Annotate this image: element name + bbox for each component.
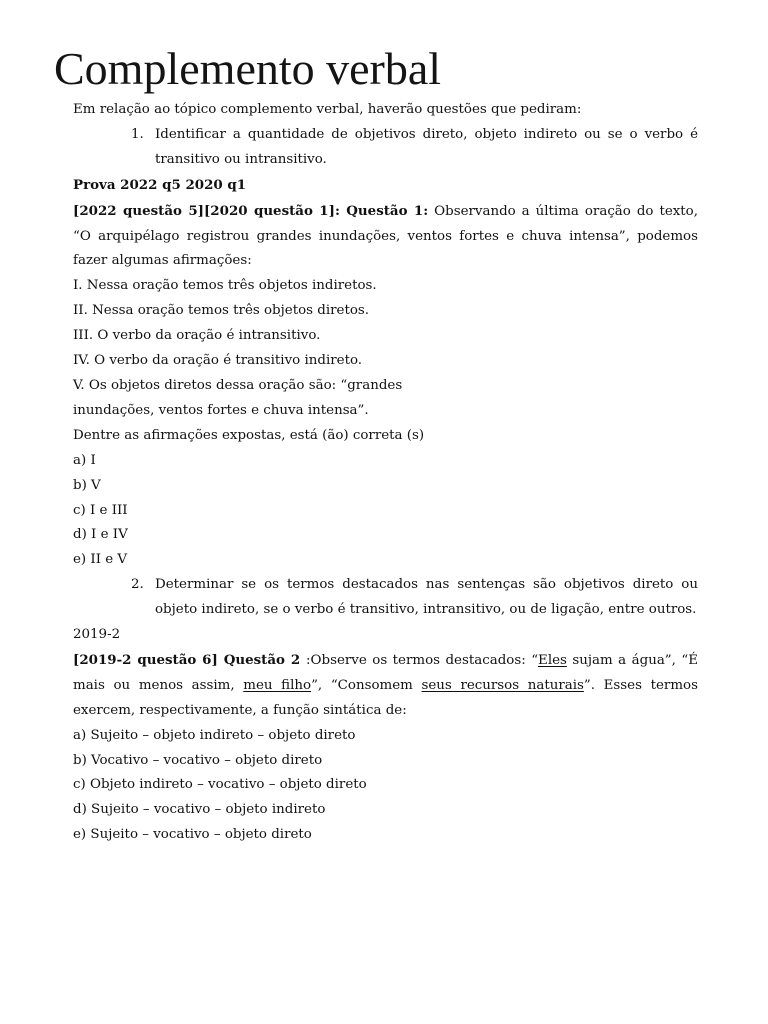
section-heading: 2019-2 — [73, 627, 121, 643]
question-1-stem — [73, 199, 698, 275]
list-number: 2. — [131, 577, 144, 593]
question-2-text: ”, “Consomem — [311, 677, 422, 693]
list-number: 1. — [131, 126, 144, 142]
question-1-label: [2022 questão 5][2020 questão 1]: Questão 1: — [73, 202, 429, 219]
highlighted-term: Eles — [538, 652, 567, 668]
answer-option: d) I e IV — [73, 527, 128, 543]
section-heading-text: Prova 2022 q5 2020 q1 — [73, 176, 247, 193]
statement: I. Nessa oração temos três objetos indiretos. — [73, 278, 377, 294]
answer-option: a) I — [73, 452, 96, 468]
section-heading — [73, 173, 698, 199]
page-title: Complemento verbal — [54, 43, 442, 94]
intro-paragraph: Em relação ao tópico complemento verbal, haverão questões que pediram: — [73, 102, 582, 117]
question-2-label: [2019-2 questão 6] Questão 2 — [73, 651, 307, 668]
list-item-text: Identificar a quantidade de objetivos direto, objeto indireto ou se o verbo é transitivo ou intransitivo. — [155, 126, 698, 167]
answer-option: b) V — [73, 477, 101, 493]
answer-option: c) Objeto indireto – vocativo – objeto direto — [73, 777, 367, 793]
highlighted-term: meu filho — [243, 677, 312, 693]
question-1-text: Observando a última oração do texto, “O arquipélago registrou grandes inundações, ventos fortes e chuva intensa”, podemos fazer algumas afirmações: — [73, 203, 699, 269]
question-2-text: :Observe os termos destacados: “ — [306, 652, 539, 668]
question-2-stem — [73, 648, 698, 724]
question-2-text: sujam a água”, “É mais ou menos assim, — [73, 652, 698, 693]
list-item-1 — [73, 123, 698, 173]
answer-option: d) Sujeito – vocativo – objeto indireto — [73, 802, 326, 818]
statement: V. Os objetos diretos dessa oração são: “grandes — [73, 377, 403, 393]
list-item-2 — [73, 573, 698, 623]
statement: II. Nessa oração temos três objetos diretos. — [73, 303, 370, 319]
statement: inundações, ventos fortes e chuva intensa”. — [73, 402, 369, 418]
statement: III. O verbo da oração é intransitivo. — [73, 328, 321, 344]
answer-option: c) I e III — [73, 502, 128, 518]
answer-option: e) Sujeito – vocativo – objeto direto — [73, 827, 312, 843]
list-item-text: Determinar se os termos destacados nas sentenças são objetivos direto ou objeto indireto, se o verbo é transitivo, intransitivo, ou de ligação, entre outros. — [155, 577, 698, 618]
question-1-prompt: Dentre as afirmações expostas, está (ão) correta (s) — [73, 427, 425, 443]
question-2-text: ”. Esses termos exercem, respectivamente, a função sintática de: — [73, 677, 698, 718]
document-body — [73, 98, 698, 848]
statement: IV. O verbo da oração é transitivo indireto. — [73, 353, 363, 369]
highlighted-term: seus recursos naturais — [421, 677, 584, 693]
answer-option: e) II e V — [73, 552, 128, 568]
answer-option: a) Sujeito – objeto indireto – objeto direto — [73, 727, 356, 743]
answer-option: b) Vocativo – vocativo – objeto direto — [73, 752, 323, 768]
